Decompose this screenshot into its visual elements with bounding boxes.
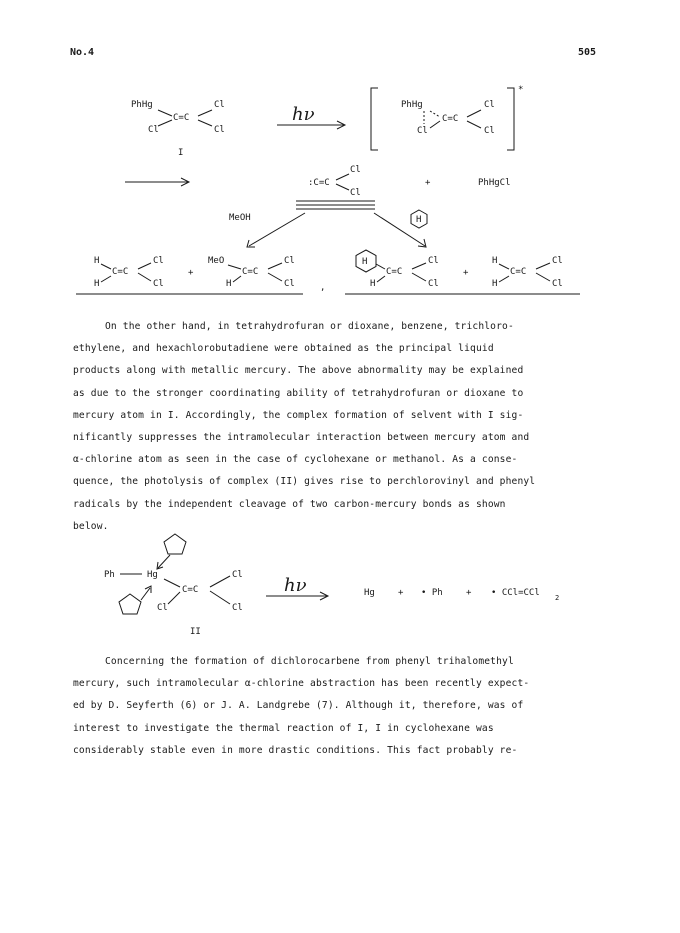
product-2-tr: Cl xyxy=(284,256,295,266)
page-number: 505 xyxy=(578,47,597,58)
product-4 xyxy=(492,256,563,289)
product-3-tl: H xyxy=(362,257,368,267)
plus-2: + xyxy=(188,268,194,278)
reactant-cc: C=C xyxy=(173,113,190,123)
carbene-cc: :C=C xyxy=(308,178,330,188)
reaction-scheme-1 xyxy=(0,80,680,300)
phenyl-radical: • Ph xyxy=(421,588,443,598)
complex-cl-tr: Cl xyxy=(232,570,243,580)
product-4-cc: C=C xyxy=(510,267,527,277)
product-2-tl: MeO xyxy=(208,256,225,266)
product-4-tr: Cl xyxy=(552,256,563,266)
product-4-br: Cl xyxy=(552,279,563,289)
intermediate-complex xyxy=(401,100,495,136)
reactant-cl-bl: Cl xyxy=(148,125,159,135)
product-1-cc: C=C xyxy=(112,267,129,277)
para2-line-3: ed by D. Seyferth (6) or J. A. Landgrebe (7). Although it, therefore, was of xyxy=(73,700,524,712)
reagent-meoh: MeOH xyxy=(229,213,251,223)
product-2-cc: C=C xyxy=(242,267,259,277)
perchlorovinyl-subscript: 2 xyxy=(555,594,560,602)
para1-line-5: mercury atom in I. Accordingly, the complex formation of selvent with I sig- xyxy=(73,409,524,421)
coproduct-phhgcl: PhHgCl xyxy=(478,178,511,188)
product-3-br: Cl xyxy=(428,279,439,289)
product-1 xyxy=(94,256,164,289)
comma: , xyxy=(320,283,326,293)
product-1-br: Cl xyxy=(153,279,164,289)
product-2-bl: H xyxy=(226,279,232,289)
para1-line-6: nificantly suppresses the intramolecular interaction between mercury atom and xyxy=(73,432,530,444)
product-3-cc: C=C xyxy=(386,267,403,277)
para1-line-7: α-chlorine atom as seen in the case of cyclohexane or methanol. As a conse- xyxy=(73,454,518,466)
journal-issue: No.4 xyxy=(70,47,95,58)
product-3-bl: H xyxy=(370,279,376,289)
para1-line-10: below. xyxy=(73,520,109,532)
reactant-phhg: PhHg xyxy=(131,100,153,110)
phenyl: Ph xyxy=(104,570,115,580)
reactant-I xyxy=(131,100,225,158)
perchlorovinyl-radical: • CCl=CCl xyxy=(491,588,540,598)
left-bracket xyxy=(371,88,378,150)
plus-5: + xyxy=(466,588,472,598)
right-bracket xyxy=(507,88,514,150)
carbene-cl-top: Cl xyxy=(350,165,361,175)
plus-1: + xyxy=(425,178,431,188)
dichlorovinylidene xyxy=(308,165,361,198)
product-1-tr: Cl xyxy=(153,256,164,266)
para1-line-4: as due to the stronger coordinating ability of tetrahydrofuran or dioxane to xyxy=(73,387,524,399)
product-1-bl: H xyxy=(94,279,100,289)
reaction-scheme-2 xyxy=(0,530,680,640)
product-3 xyxy=(356,250,439,289)
complex-cl-br: Cl xyxy=(232,603,243,613)
intermediate-cl-bl: Cl xyxy=(417,126,428,136)
hv-label-2: hν xyxy=(284,575,307,596)
para2-line-5: considerably stable even in more drastic conditions. This fact probably re- xyxy=(73,744,518,756)
intermediate-cl-br: Cl xyxy=(484,126,495,136)
hv-label-1: hν xyxy=(292,104,315,125)
mercury-hg: Hg xyxy=(147,570,158,580)
para1-line-8: quence, the photolysis of complex (II) gives rise to perchlorovinyl and phenyl xyxy=(73,476,536,488)
intermediate-cl-tr: Cl xyxy=(484,100,495,110)
product-4-tl: H xyxy=(492,256,498,266)
intermediate-phhg: PhHg xyxy=(401,100,423,110)
intermediate-cc: C=C xyxy=(442,114,459,124)
product-1-tl: H xyxy=(94,256,100,266)
para2-line-4: interest to investigate the thermal reaction of I, I in cyclohexane was xyxy=(73,722,494,734)
excited-mark: * xyxy=(518,85,524,95)
plus-3: + xyxy=(463,268,469,278)
product-2 xyxy=(208,256,295,289)
paragraph-2 xyxy=(73,651,618,762)
product-2-br: Cl xyxy=(284,279,295,289)
compound-label-I: I xyxy=(178,148,184,158)
reactant-cl-br: Cl xyxy=(214,125,225,135)
carbene-cl-bottom: Cl xyxy=(350,188,361,198)
paragraph-1 xyxy=(73,316,618,538)
thf-ring-left xyxy=(119,594,141,614)
para2-line-1: Concerning the formation of dichlorocarbene from phenyl trihalomethyl xyxy=(105,656,514,667)
cyclohexane-h: H xyxy=(416,215,422,225)
para1-line-3: products along with metallic mercury. The above abnormality may be explained xyxy=(73,365,524,377)
reactant-cl-tr: Cl xyxy=(214,100,225,110)
plus-4: + xyxy=(398,588,404,598)
product-3-tr: Cl xyxy=(428,256,439,266)
para2-line-2: mercury, such intramolecular α-chlorine abstraction has been recently expect- xyxy=(73,678,530,690)
para1-line-1: On the other hand, in tetrahydrofuran or dioxane, benzene, trichloro- xyxy=(105,321,514,332)
para1-line-9: radicals by the independent cleavage of two carbon-mercury bonds as shown xyxy=(73,498,506,510)
para1-line-2: ethylene, and hexachlorobutadiene were obtained as the principal liquid xyxy=(73,343,494,355)
thf-ring-top xyxy=(164,534,186,554)
product-4-bl: H xyxy=(492,279,498,289)
complex-cc: C=C xyxy=(182,585,199,595)
complex-cl-bl: Cl xyxy=(157,603,168,613)
compound-label-II: II xyxy=(190,627,201,637)
product-hg: Hg xyxy=(364,588,375,598)
